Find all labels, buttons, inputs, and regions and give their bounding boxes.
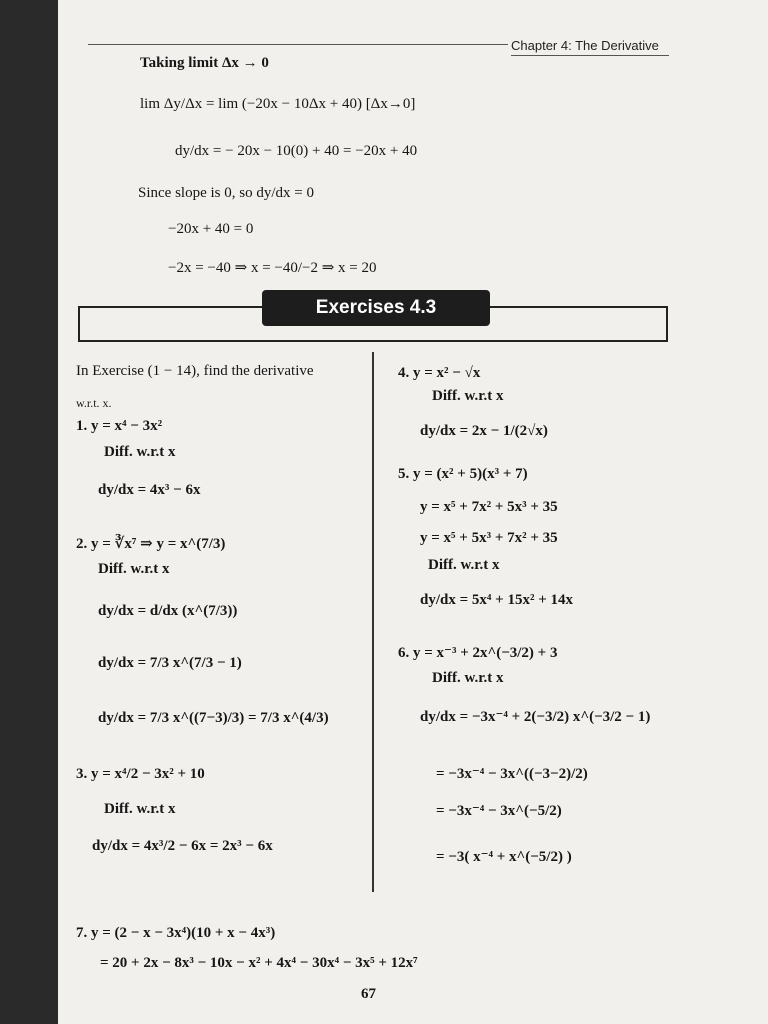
- intro-line: lim Δy/Δx = lim (−20x − 10Δx + 40) [Δx→0]: [140, 96, 416, 112]
- header-rule-right: [511, 55, 669, 56]
- solution-line: y = x⁵ + 5x³ + 7x² + 35: [420, 530, 558, 546]
- intro-line: Taking limit Δx → 0: [140, 55, 269, 71]
- solution-line: dy/dx = 2x − 1/(2√x): [420, 423, 548, 439]
- solution-line: dy/dx = 7/3 x^(7/3 − 1): [98, 655, 242, 671]
- solution-line: = −3( x⁻⁴ + x^(−5/2) ): [436, 849, 572, 865]
- running-head: Chapter 4: The Derivative: [511, 38, 659, 53]
- solution-line: Diff. w.r.t x: [104, 444, 176, 460]
- exercise-instruction-cont: w.r.t. x.: [76, 396, 112, 410]
- solution-line: dy/dx = 5x⁴ + 15x² + 14x: [420, 592, 573, 608]
- header-rule: [88, 44, 508, 45]
- exercise-instruction: In Exercise (1 − 14), find the derivative: [76, 363, 314, 379]
- solution-line: Diff. w.r.t x: [98, 561, 170, 577]
- solution-line: Diff. w.r.t x: [432, 388, 504, 404]
- solution-line: dy/dx = 4x³/2 − 6x = 2x³ − 6x: [92, 838, 273, 854]
- exercise-title: Exercises 4.3: [262, 290, 490, 326]
- solution-line: dy/dx = −3x⁻⁴ + 2(−3/2) x^(−3/2 − 1): [420, 709, 651, 725]
- solution-line: Diff. w.r.t x: [104, 801, 176, 817]
- intro-line: dy/dx = − 20x − 10(0) + 40 = −20x + 40: [175, 143, 418, 159]
- solution-line: Diff. w.r.t x: [428, 557, 500, 573]
- solution-line: 7. y = (2 − x − 3x⁴)(10 + x − 4x³): [76, 925, 276, 941]
- intro-line: −20x + 40 = 0: [168, 221, 254, 237]
- solution-line: Diff. w.r.t x: [432, 670, 504, 686]
- solution-line: 5. y = (x² + 5)(x³ + 7): [398, 466, 528, 482]
- solution-line: = 20 + 2x − 8x³ − 10x − x² + 4x⁴ − 30x⁴ − 3x⁵ + 12x⁷: [100, 955, 418, 971]
- solution-line: dy/dx = 7/3 x^((7−3)/3) = 7/3 x^(4/3): [98, 710, 329, 726]
- column-divider: [372, 352, 374, 892]
- solution-line: 6. y = x⁻³ + 2x^(−3/2) + 3: [398, 645, 558, 661]
- solution-line: dy/dx = d/dx (x^(7/3)): [98, 603, 238, 619]
- intro-line: Since slope is 0, so dy/dx = 0: [138, 185, 314, 201]
- solution-line: = −3x⁻⁴ − 3x^((−3−2)/2): [436, 766, 588, 782]
- intro-line: −2x = −40 ⇒ x = −40/−2 ⇒ x = 20: [168, 260, 377, 276]
- solution-line: y = x⁵ + 7x² + 5x³ + 35: [420, 499, 558, 515]
- solution-line: 1. y = x⁴ − 3x²: [76, 418, 163, 434]
- solution-line: 3. y = x⁴/2 − 3x² + 10: [76, 766, 205, 782]
- page-number: 67: [361, 986, 376, 1002]
- solution-line: dy/dx = 4x³ − 6x: [98, 482, 201, 498]
- solution-line: 4. y = x² − √x: [398, 365, 481, 381]
- solution-line: 2. y = ∛x⁷ ⇒ y = x^(7/3): [76, 536, 226, 552]
- solution-line: = −3x⁻⁴ − 3x^(−5/2): [436, 803, 562, 819]
